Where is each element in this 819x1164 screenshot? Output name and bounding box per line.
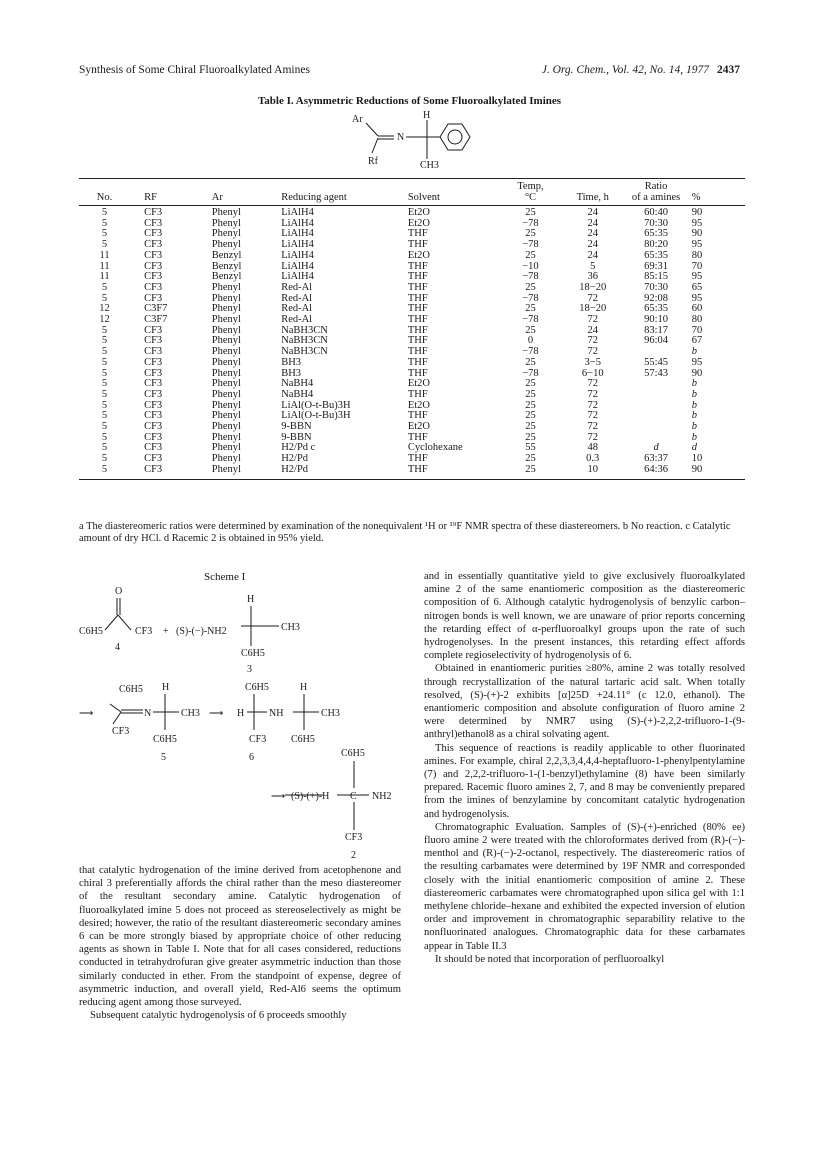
table-cell: CF3 [144,367,163,379]
table-cell: Red-Al [281,292,313,304]
table-cell [622,379,689,390]
table-cell: NaBH3CN [281,346,328,358]
table-cell: 80:20 [644,239,669,251]
table-cell: 70 [691,260,703,272]
table-cell: −78 [522,346,539,358]
table-cell: b [691,378,698,390]
table-cell: THF [407,388,428,400]
scheme-arrow-1: ⟶ [79,708,94,719]
table-cell: 18−20 [579,281,607,293]
table-cell: Et2O [407,421,431,433]
table-cell: 83:17 [644,324,669,336]
table-cell: BH3 [281,367,302,379]
table-cell: 24 [587,217,598,229]
table-cell: 5 [590,260,596,272]
paragraph: Chromatographic Evaluation. Samples of (S)-(+)-enriched (80% ee) fluoro amine 2 were treated with the chloroformates derived from (R)-(−)-menthol and (R)-(−)-2-octanol, respectively. The diastereomeric ratios of the resulting carbamates were determined by 19F NMR and corresponded closely with the initial enantiomeric composition of amine 2. These diastereomeric carbamates were chromatographed upon silica gel with 1:1 methylene chloride–hexane and exhibited the expected inversion of elution order and improvement in chromatographic separability relative to the nonfluorinated analogues. Chromatographic data for these carbamates appear in Table II.3 [424,821,745,952]
table-cell: b [691,431,698,443]
scheme-arrow-2: ⟶ [209,708,224,719]
table-cell: 5 [101,292,108,304]
table-cell [622,401,689,412]
table-cell: CF3 [144,378,163,390]
table-cell: Phenyl [211,378,241,390]
table-cell: Phenyl [211,346,241,358]
table-cell: Phenyl [211,217,241,229]
scheme-cf3-5: CF3 [112,726,130,737]
table-cell: b [691,388,698,400]
scheme-arrow-3: ⟶ [271,791,286,802]
table-cell: 5 [79,465,130,479]
table-cell: CF3 [144,239,163,251]
table-cell: H2/Pd [279,465,406,479]
table-cell: Benzyl [211,260,242,272]
table-cell: THF [407,292,428,304]
table-cell: 9-BBN [281,431,312,443]
scheme-h6b: H [300,682,308,693]
table-cell: 5 [101,421,108,433]
table-cell: 96:04 [644,335,669,347]
table-cell: 5 [101,346,108,358]
scheme-c2: C [350,791,357,802]
table-cell: 65:35 [644,303,669,315]
page-number: 2437 [717,64,740,76]
table-cell: Phenyl [211,388,241,400]
table-cell: 25 [498,465,563,479]
table-cell: 12 [99,303,110,315]
table-cell: THF [407,453,428,465]
table-cell: 25 [525,421,536,433]
table-cell: 5 [101,399,108,411]
table-cell: 18−20 [579,303,607,315]
table-cell: Red-Al [281,303,313,315]
table-cell: 60:40 [644,207,669,218]
scheme-title: Scheme I [204,571,246,583]
table-cell: LiAlH4 [281,207,314,218]
table-cell: LiAl(O-t-Bu)3H [281,410,351,422]
table-cell: THF [407,335,428,347]
table-cell: 25 [525,410,536,422]
table-cell: LiAlH4 [281,228,314,240]
running-title: Synthesis of Some Chiral Fluoroalkylated Amines [79,64,310,76]
col-header-solvent: Solvent [406,192,498,206]
table-cell: d [653,442,659,454]
table-cell: 65:35 [644,249,669,261]
col-header-temp-top: Temp, [498,179,563,193]
table-cell: CF3 [144,410,163,422]
table-cell: Phenyl [211,399,241,411]
table-cell: −78 [522,239,539,251]
table-cell: CF3 [144,399,163,411]
table-cell: Phenyl [211,303,241,315]
table-cell: 95 [691,239,703,251]
table-cell: 60 [691,303,703,315]
table-cell: LiAl(O-t-Bu)3H [281,399,351,411]
table-cell: LiAlH4 [281,260,314,272]
scheme-c6h5-6: C6H5 [245,682,269,693]
table-cell: 25 [525,281,536,293]
table-cell: 70:30 [644,281,669,293]
paragraph: and in essentially quantitative yield to give exclusively fluoroalkylated amine 2 of the same enantiomeric composition as the diastereomeric composition of 6. Although catalytic hydrogenolysis of benzylic carbon–nitrogen bonds is well known, we are unaware of prior reports concerning the retarding effect of α-perfluoroalkyl groups upon the rate of such hydrogenolyses. In the present instances, this retarding effect affords complete regioselectivity of hydrogenolysis of 6. [424,571,745,662]
table-cell: 5 [101,335,108,347]
table-cell: 90:10 [644,314,669,326]
col-header-ratio: of a amines [622,192,689,206]
scheme-h3: H [247,594,255,605]
table-cell: 55 [525,442,536,454]
table-cell: Phenyl [211,281,241,293]
table-cell: Phenyl [211,324,241,336]
scheme-amine3: (S)-(−)-NH2 [176,626,227,637]
table-cell: CF3 [144,453,163,465]
table-cell: CF3 [144,346,163,358]
table-cell: CF3 [144,207,163,218]
table-cell: THF [407,410,428,422]
table-cell: 5 [101,239,108,251]
table-cell: 5 [101,431,108,443]
table-cell: Phenyl [211,335,241,347]
table-cell: 5 [101,281,108,293]
table-cell: d [691,442,698,454]
table-cell: Phenyl [211,442,241,454]
table-cell: C3F7 [144,314,168,326]
table-cell: 72 [587,346,598,358]
table-cell: THF [407,314,428,326]
table-cell: BH3 [281,356,302,368]
table-cell: 63:37 [644,453,669,465]
table-cell: CF3 [144,356,163,368]
table-cell: Et2O [407,399,431,411]
table-cell: 80 [691,249,703,261]
table-cell: NaBH3CN [281,324,328,336]
table-cell: Red-Al [281,281,313,293]
table-cell: 6−10 [581,367,604,379]
journal-citation [542,64,740,76]
scheme-c6h5-4: C6H5 [79,626,103,637]
table-cell: 25 [525,388,536,400]
table-cell: Phenyl [211,314,241,326]
table-cell: 12 [99,314,110,326]
table-cell: Et2O [407,217,431,229]
table-cell: Et2O [407,249,431,261]
table-cell: −78 [522,217,539,229]
table-cell: Et2O [407,378,431,390]
table-cell: 25 [525,431,536,443]
table-cell: 72 [587,410,598,422]
table-cell: H2/Pd c [281,442,316,454]
table-cell: 5 [101,378,108,390]
scheme-cf3-4: CF3 [135,626,153,637]
table-cell: 24 [587,324,598,336]
table-cell: 85:15 [644,271,669,283]
paragraph: This sequence of reactions is readily applicable to other fluorinated amines. For example, chiral 2,2,3,3,4,4,4-heptafluoro-1-phenylpentylamine (7) and 2,2,2-trifluoro-1-(1-benzyl)ethylamine (8) have been similarly prepared. Racemic fluoro amines 2, 7, and 8 may be conveniently prepared from the imines of benzylamine by concomitant catalytic hydrogenation and hydrogenolysis. [424,742,745,820]
table-cell: 5 [101,442,108,454]
col-header-ratio-top: Ratio [622,179,689,193]
table-cell: Red-Al [281,314,313,326]
scheme-c6h5-5: C6H5 [119,684,143,695]
table-cell: 72 [587,421,598,433]
table-cell: 10 [691,453,703,465]
body-right-column [424,570,745,966]
table-cell: 0 [527,335,534,347]
table-cell: −78 [522,271,539,283]
table-cell: CF3 [144,249,163,261]
table-cell: 25 [525,356,536,368]
table-cell: b [691,410,698,422]
scheme-ch3-3: CH3 [281,622,300,633]
scheme-plus: + [163,626,169,637]
scheme-label-3: 3 [247,664,252,675]
table-cell: Phenyl [210,465,279,479]
scheme-c6h5-5b: C6H5 [153,734,177,745]
table-cell: 5 [101,410,108,422]
table-cell: 24 [587,207,598,218]
table-cell: 92:08 [644,292,669,304]
table-footnote: a The diastereomeric ratios were determined by examination of the nonequivalent ¹H or ¹⁹F NMR spectra of these diastereomers. b No reaction. c Catalytic amount of dry HCl. d Racemic 2 is obtained in 95% yield. [79,521,731,544]
table-cell: NaBH3CN [281,335,328,347]
table-cell: CF3 [144,292,163,304]
structure-rf: Rf [368,156,378,167]
table-cell: 5 [101,388,108,400]
table-cell: 11 [99,260,110,272]
table-cell: 25 [525,378,536,390]
scheme-product: (S)-(+)-H [291,791,330,802]
table-cell: THF [407,367,428,379]
col-header-ar: Ar [210,192,279,206]
table-cell: THF [407,324,428,336]
table-cell: 9-BBN [281,421,312,433]
table-cell: 25 [525,324,536,336]
table-cell: Phenyl [211,367,241,379]
table-cell: CF3 [144,421,163,433]
table-cell: 5 [101,217,108,229]
table-title: Table I. Asymmetric Reductions of Some Fluoroalkylated Imines [257,95,562,107]
scheme-i [79,570,409,865]
scheme-n5: N [144,708,152,719]
table-cell: 25 [525,399,536,411]
table-cell [622,390,689,401]
col-header-rf: RF [130,192,210,206]
table-cell: CF3 [144,431,163,443]
table-cell: 24 [587,239,598,251]
table-cell: LiAlH4 [281,217,314,229]
paragraph: that catalytic hydrogenation of the imine derived from acetophenone and chiral 3 preferentially affords the chiral rather than the meso diastereomer of the resultant secondary amine. Catalytic hydrogenation of fluoroalkylated imine 5 does not proceed as stereoselectively as might be desired; however, the ratio of the resultant diastereomeric secondary amines 6 can be more strongly biased by appropriate choice of other reducing agents as shown in Table I. Note that for all cases considered, reductions conducted in tetrahydrofuran give greater asymmetric induction than those similarly conducted in ether. From the standpoint of expense, degree of asymmetric induction, and overall yield, Red-Al6 seems the optimum reducing agent among those surveyed. [79,865,401,1009]
table-cell: 95 [691,271,703,283]
paragraph: Subsequent catalytic hydrogenolysis of 6 proceeds smoothly [90,1010,347,1022]
table-cell: Benzyl [211,249,242,261]
table-cell: LiAlH4 [281,239,314,251]
structure-ch3: CH3 [420,160,439,171]
table-cell: THF [407,228,428,240]
table-cell: 11 [99,271,110,283]
table-cell: −78 [522,367,539,379]
scheme-ch3-6: CH3 [321,708,340,719]
table-cell: 57:43 [644,367,669,379]
table-cell: 25 [525,303,536,315]
table-cell: LiAlH4 [281,249,314,261]
table-cell: Phenyl [211,292,241,304]
col-header-percent: % [690,192,745,206]
table-cell: NaBH4 [281,378,314,390]
table-cell: −78 [522,292,539,304]
table-cell: Cyclohexane [407,442,463,454]
scheme-c6h5-2: C6H5 [341,748,365,759]
table-cell: 5 [101,228,108,240]
table-cell: 72 [587,399,598,411]
table-cell: Phenyl [211,228,241,240]
table-cell: NaBH4 [281,388,314,400]
table-cell: 11 [99,249,110,261]
table-cell: Phenyl [211,431,241,443]
table-cell: 72 [587,292,598,304]
scheme-nh2: NH2 [372,791,392,802]
table-cell: 67 [691,335,703,347]
table-cell: THF [407,356,428,368]
table-cell: 10 [563,465,622,479]
table-cell: THF [407,271,428,283]
table-cell: CF3 [144,217,163,229]
table-cell: THF [406,465,498,479]
table-cell: 70 [691,324,703,336]
table-cell: b [691,346,698,358]
table-cell: Phenyl [211,410,241,422]
table-cell: THF [407,303,428,315]
table-cell [622,422,689,433]
scheme-h5: H [162,682,170,693]
scheme-cf3-6: CF3 [249,734,267,745]
scheme-nh6: NH [269,708,284,719]
reductions-table [79,178,745,480]
table-cell: 70:30 [644,217,669,229]
table-cell: 72 [587,388,598,400]
table-row [79,358,745,369]
table-cell: Et2O [407,207,431,218]
structure-h: H [423,110,431,121]
table-row [79,465,745,479]
table-cell: 36 [587,271,598,283]
table-cell: 5 [101,356,108,368]
table-cell: 65:35 [644,228,669,240]
table-cell: 72 [587,314,598,326]
table-cell: 3−5 [584,356,601,368]
table-cell: 5 [101,207,108,218]
table-cell: 65 [691,281,703,293]
scheme-ch3-5: CH3 [181,708,200,719]
table-cell: −78 [522,314,539,326]
table-cell: 90 [691,367,703,379]
table-cell: 69:31 [644,260,669,272]
table-cell: 90 [690,465,745,479]
table-cell: 95 [691,217,703,229]
table-cell: Phenyl [211,421,241,433]
table-cell: 25 [525,207,536,218]
table-cell: 5 [101,453,108,465]
table-cell: 0.3 [586,453,600,465]
table-cell: LiAlH4 [281,271,314,283]
table-cell: Phenyl [211,453,241,465]
table-cell: CF3 [144,388,163,400]
table-cell: 25 [525,228,536,240]
table-cell: 72 [587,431,598,443]
scheme-label-2: 2 [351,850,356,861]
col-header-temp: °C [498,192,563,206]
table-cell: Phenyl [211,239,241,251]
table-cell: CF3 [144,324,163,336]
table-cell: 25 [525,453,536,465]
table-cell: C3F7 [144,303,168,315]
structure-bonds [366,120,470,159]
scheme-c6h5-6b: C6H5 [291,734,315,745]
table-cell: CF3 [144,271,163,283]
table-cell: Phenyl [211,207,241,218]
table-cell: 80 [691,314,703,326]
table-cell: Benzyl [211,271,242,283]
scheme-o: O [115,586,123,597]
structure-n: N [397,132,405,143]
table-cell: THF [407,239,428,251]
table-cell: −10 [522,260,539,272]
col-header-time: Time, h [563,192,622,206]
imine-structure [350,108,480,178]
table-cell: 90 [691,228,703,240]
table-cell: 64:36 [622,465,689,479]
table-cell: 48 [587,442,598,454]
table-cell: CF3 [144,228,163,240]
table-cell: 72 [587,378,598,390]
journal-name: J. Org. Chem., Vol. 42, No. 14, 1977 [541,64,709,76]
table-cell: 5 [101,367,108,379]
table-cell: THF [407,260,428,272]
scheme-h6: H [237,708,245,719]
table-cell: 95 [691,292,703,304]
table-cell [622,411,689,422]
table-cell: b [691,399,698,411]
table-cell: 55:45 [644,356,669,368]
scheme-cf3-2: CF3 [345,832,363,843]
table-cell: 5 [101,324,108,336]
table-cell: CF3 [144,281,163,293]
scheme-label-4: 4 [115,642,120,653]
table-row [79,251,745,262]
scheme-label-5: 5 [161,752,166,763]
paragraph: Obtained in enantiomeric purities ≥80%, amine 2 was totally resolved through recrystallization of the natural tartaric acid salt. When totally resolved, (S)-(+)-2 exhibits [α]25D +24.11° (c 12.0, ethanol). The enantiomeric composition and absolute configuration of fluoro amine 2 were determined by NMR7 using (S)-(+)-2,2,2-trifluoro-1-(9-anthryl)ethanol8 as a chiral solvating agent. [424,663,745,741]
table-cell: CF3 [144,442,163,454]
table-cell: CF3 [144,335,163,347]
table-cell: b [691,421,698,433]
table-cell: CF3 [130,465,210,479]
table-cell: 24 [587,228,598,240]
table-cell: 90 [691,207,703,218]
table-cell: 95 [691,356,703,368]
body-left-column [79,864,401,1022]
table-cell: Phenyl [211,356,241,368]
paragraph: It should be noted that incorporation of perfluoroalkyl [435,953,665,965]
table-cell: THF [407,346,428,358]
col-header-reducing-agent: Reducing agent [279,192,406,206]
structure-ar: Ar [352,114,363,125]
col-header-no: No. [79,192,130,206]
table-cell: CF3 [144,260,163,272]
scheme-c6h5-3: C6H5 [241,648,265,659]
table-cell: THF [407,281,428,293]
table-cell: 24 [587,249,598,261]
scheme-label-6: 6 [249,752,254,763]
table-row [79,206,745,219]
table-cell: THF [407,431,428,443]
table-cell: H2/Pd [281,453,309,465]
table-cell: 25 [525,249,536,261]
table-cell: 72 [587,335,598,347]
